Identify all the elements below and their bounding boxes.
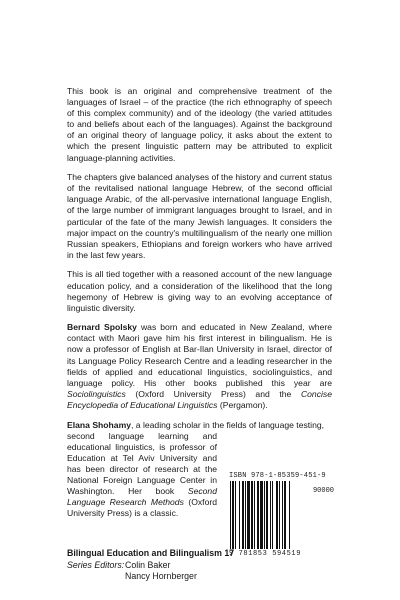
author-name-spolsky: Bernard Spolsky: [67, 322, 137, 333]
isbn-label: ISBN 978-1-85359-451-9: [229, 472, 326, 480]
series-editor-1: Colin Baker: [125, 559, 171, 570]
barcode-bar: [264, 481, 265, 549]
barcode-bar: [279, 481, 280, 549]
barcode-bar: [282, 481, 283, 549]
barcode-bar: [245, 481, 246, 549]
isbn-barcode: [229, 472, 334, 558]
barcode-bar: [289, 481, 290, 549]
barcode-digits: 9 781853 594519: [229, 550, 302, 558]
bio-text: , a leading scholar in the fields of language testing,: [131, 419, 325, 430]
series-info: [67, 548, 234, 583]
bio-text: (Pergamon).: [217, 399, 268, 410]
barcode-bar: [260, 481, 263, 549]
bio-continuation: [67, 431, 217, 520]
book-title: Second Language Research Methods: [67, 486, 217, 508]
cover-blurb: [67, 86, 332, 519]
barcode-bar: [239, 481, 240, 549]
bio-text: second language learning and educational linguistics, is professor of Education at Tel Aviv University and has been director of research at the National Foreign Language Center in Washington. Her book: [67, 430, 217, 497]
barcode-bars: [229, 481, 311, 549]
series-editors-row: [67, 560, 234, 572]
barcode-bar: [247, 481, 250, 549]
price-code: 90000: [312, 487, 334, 495]
barcode-bar: [242, 481, 244, 549]
book-title: Sociolinguistics: [67, 388, 126, 399]
blurb-paragraph-1: This book is an original and comprehensive treatment of the languages of Israel – of the practice (the rich ethnography of speech of this complex community) and of the ideology (the varied attitudes to and beliefs about each of the languages). Against the background of an original theory of language policy, it asks about the extent to which the present linguistic pattern may be attributed to explicit language-planning activities.: [67, 86, 332, 163]
author-bio-spolsky: [67, 322, 332, 411]
series-title: Bilingual Education and Bilingualism 17: [67, 548, 235, 558]
bio-text: (Oxford University Press) and the: [125, 388, 301, 399]
barcode-bars-wrap: [229, 481, 334, 549]
bio-first-line: [67, 420, 332, 431]
barcode-bar: [272, 481, 273, 549]
series-editors-row-2: [67, 571, 234, 583]
barcode-bar: [230, 481, 231, 549]
barcode-bar: [257, 481, 259, 549]
author-name-shohamy: Elana Shohamy: [67, 419, 131, 430]
barcode-bar: [270, 481, 271, 549]
bio-text: was born and educated in New Zealand, where contact with Maori gave him his first interest in bilingualism. He is now a professor of English at Bar-Ilan University in Israel, director of its Language Policy Research Centre and a leading researcher in the fields of applied and educational linguistics, sociolinguistics, and language policy. His other books published this year are: [67, 322, 333, 388]
book-title: Concise Encyclopedia of Educational Linguistics: [67, 388, 332, 410]
barcode-bar: [251, 481, 253, 549]
barcode-bar: [284, 481, 286, 549]
barcode-bar: [235, 481, 236, 549]
bio-text: (Oxford University Press) is a classic.: [67, 497, 217, 519]
blurb-paragraph-3: This is all tied together with a reasoned account of the new language education policy, and a consideration of the likelihood that the long hegemony of Hebrew is giving way to an evolving acceptance of linguistic diversity.: [67, 269, 332, 313]
barcode-bar: [266, 481, 268, 549]
barcode-bar: [232, 481, 234, 549]
spacer: [67, 571, 125, 583]
barcode-bar: [254, 481, 255, 549]
series-editor-2: Nancy Hornberger: [125, 571, 197, 581]
barcode-bar: [276, 481, 278, 549]
series-editors-label: Series Editors:: [67, 559, 125, 570]
blurb-paragraph-2: The chapters give balanced analyses of the history and current status of the revitalised national language Hebrew, of the second official language Arabic, of the all-pervasive international language English, of the large number of immigrant languages brought to Israel, and in particular of the fate of the many Jewish languages. It considers the major impact on the country's multilingualism of the nearly one million Russian speakers, Ethiopians and foreign workers who have arrived in the last few years.: [67, 172, 332, 260]
